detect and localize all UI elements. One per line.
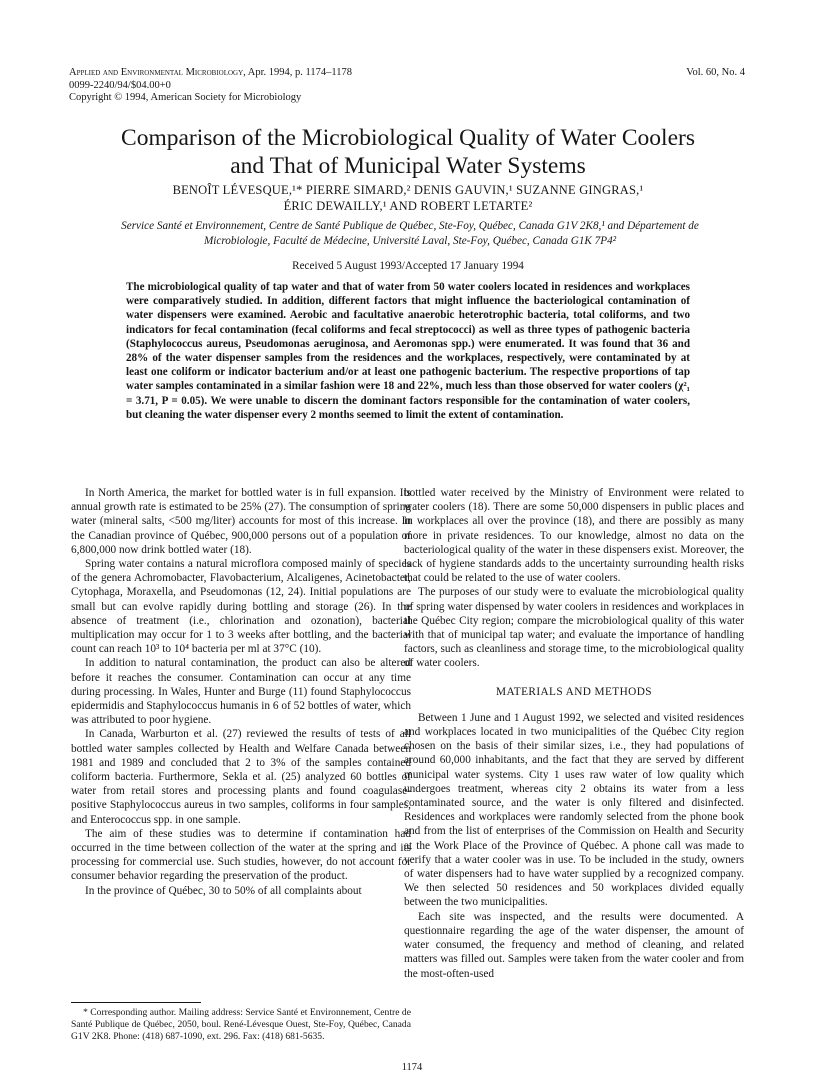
received-dates: Received 5 August 1993/Accepted 17 January 1994 (292, 260, 524, 272)
body-paragraph: The purposes of our study were to evaluate the microbiological quality of spring water dispensed by water coolers in residences and workplaces in the Québec City region; compare the microbiological quality of this water with that of municipal tap water; and evaluate the importance of handling factors, such as cleanliness and storage time, to the microbiological quality of water coolers. (404, 586, 744, 670)
right-column (404, 486, 744, 981)
body-paragraph: In addition to natural contamination, the product can also be altered before it reaches the consumer. Contamination can occur at any time during processing. In Wales, Hunter and Burge (11) found Staphylococcus epidermidis and Staphylococcus humanis in 6 of 52 bottles of water, which was attributed to poor hygiene. (71, 657, 411, 727)
author-line-2: ÉRIC DEWAILLY,¹ AND ROBERT LETARTE² (283, 199, 533, 213)
left-column (71, 486, 411, 898)
section-heading: MATERIALS AND METHODS (496, 685, 652, 698)
journal-citation (69, 67, 352, 80)
journal-date-pages: , Apr. 1994, p. 1174–1178 (243, 67, 353, 78)
page-number: 1174 (401, 1062, 423, 1073)
journal-volume: Vol. 60, No. 4 (686, 67, 745, 78)
journal-copyright: Copyright © 1994, American Society for Microbiology (69, 92, 302, 104)
journal-name: Applied and Environmental Microbiology (69, 67, 244, 78)
body-paragraph: Spring water contains a natural microflora composed mainly of species of the genera Achromobacter, Flavobacterium, Alcaligenes, Acinetobacter, Cytophaga, Moraxella, and Pseudomonas (12, 24). Initial populations are small but can evolve rapidly during bottling and storage (26). In the absence of treatment (i.e., chlorination and ozonation), bacterial multiplication may occur for 1 to 3 weeks after bottling, and the bacterial count can reach 10³ to 10⁴ bacteria per ml at 37°C (10). (71, 558, 411, 656)
footnote (71, 1007, 411, 1043)
body-paragraph: Each site was inspected, and the results were documented. A questionnaire regarding the age of the water dispenser, the amount of water consumed, the frequency and method of cleaning, and related matters was filled out. Samples were taken from the water cooler and from the most-often-used (404, 910, 744, 980)
abstract: The microbiological quality of tap water and that of water from 50 water coolers located in residences and workplaces were comparatively studied. In addition, different factors that might influence the bacteriological contamination of water dispensers were examined. Aerobic and facultative anaerobic heterotrophic bacteria, total coliforms, and two indicators for fecal contamination (fecal coliforms and fecal streptococci) as well as three types of pathogenic bacteria (Staphylococcus aureus, Pseudomonas aeruginosa, and Aeromonas spp.) were enumerated. It was found that 36 and 28% of the water dispenser samples from the residences and the workplaces, respectively, were contaminated by at least one coliform or indicator bacterium and/or at least one pathogenic bacterium. The respective proportions of tap water samples contaminated in a similar fashion were 18 and 22%, much less than those observed for water coolers (χ²₁ = 3.71, P = 0.05). We were unable to discern the dominant factors responsible for the contamination of water coolers, but cleaning the water dispenser every 2 months seemed to limit the extent of contamination. (126, 281, 690, 421)
body-paragraph: In the province of Québec, 30 to 50% of all complaints about (85, 884, 362, 897)
footnote-divider (71, 1002, 201, 1003)
body-paragraph: In North America, the market for bottled water is in full expansion. Its annual growth rate is estimated to be 25% (27). The consumption of spring water (mineral salts, <500 mg/liter) accounts for most of this increase. In the Canadian province of Québec, 900,000 persons out of a population of 6,800,000 now drink bottled water (18). (71, 487, 411, 556)
body-paragraph: Between 1 June and 1 August 1992, we selected and visited residences and workplaces located in two municipalities of the Québec City region chosen on the basis of their similar sizes, i.e., they had populations of around 60,000 inhabitants, and the fact that they are served by different municipal water systems. City 1 uses raw water of low quality which undergoes treatment, whereas city 2 obtains its water from a less contaminated source, and the water is only filtered and disinfected. Residences and workplaces were randomly selected from the phone book and from the list of enterprises of the Commission on Health and Security at the Work Place of the Province of Québec. A phone call was made to verify that a water cooler was in use. To be included in the study, owners of water dispensers had to have water supplied by a recognized company. We then selected 50 residences and 50 workplaces divided equally between the two municipalities. (404, 711, 744, 909)
body-paragraph: The aim of these studies was to determine if contamination had occurred in the time between collection of the water at the spring and its processing for commercial use. Such studies, however, do not account for consumer behavior regarding the preservation of the product. (71, 827, 411, 883)
author-list (40, 182, 776, 214)
author-line-1: BENOÎT LÉVESQUE,¹* PIERRE SIMARD,² DENIS GAUVIN,¹ SUZANNE GINGRAS,¹ (172, 183, 644, 197)
journal-header (69, 67, 352, 105)
affiliations: Service Santé et Environnement, Centre de Santé Publique de Québec, Ste-Foy, Québec, Canada G1V 2K8,¹ and Département de Microbiologie, Faculté de Médecine, Université Laval, Ste-Foy, Québec, Canada G1K 7P4² (121, 220, 699, 247)
article-title-line-1: Comparison of the Microbiological Quality of Water Coolers (121, 125, 695, 151)
article-title (40, 124, 776, 180)
journal-code: 0099-2240/94/$04.00+0 (69, 79, 171, 91)
article-title-line-2: and That of Municipal Water Systems (230, 153, 586, 179)
body-paragraph-continued: bottled water received by the Ministry of Environment were related to water coolers (18). There are some 50,000 dispensers in public places and in workplaces all over the province (18), and there are possibly as many more in private residences. To our knowledge, almost no data on the bacteriological quality of the water in these dispensers exist. Moreover, the lack of hygiene standards adds to the uncertainty surrounding health risks that could be related to the use of water coolers. (404, 487, 744, 585)
body-paragraph: In Canada, Warburton et al. (27) reviewed the results of tests of all bottled water samples collected by Health and Welfare Canada between 1981 and 1989 and concluded that 2 to 3% of the samples contained coliform bacteria. Furthermore, Sekla et al. (25) analyzed 60 bottles of water from retail stores and processing plants and found coagulase-positive Staphylococcus aureus in two samples, coliforms in four samples, and Enterococcus spp. in one sample. (71, 728, 411, 826)
corresponding-author-note: * Corresponding author. Mailing address: Service Santé et Environnement, Centre de Santé Publique de Québec, 2050, boul. René-Lévesque Ouest, Ste-Foy, Québec, Canada G1V 2K8. Phone: (418) 687-1090, ext. 296. Fax: (418) 681-5635. (71, 1007, 411, 1042)
